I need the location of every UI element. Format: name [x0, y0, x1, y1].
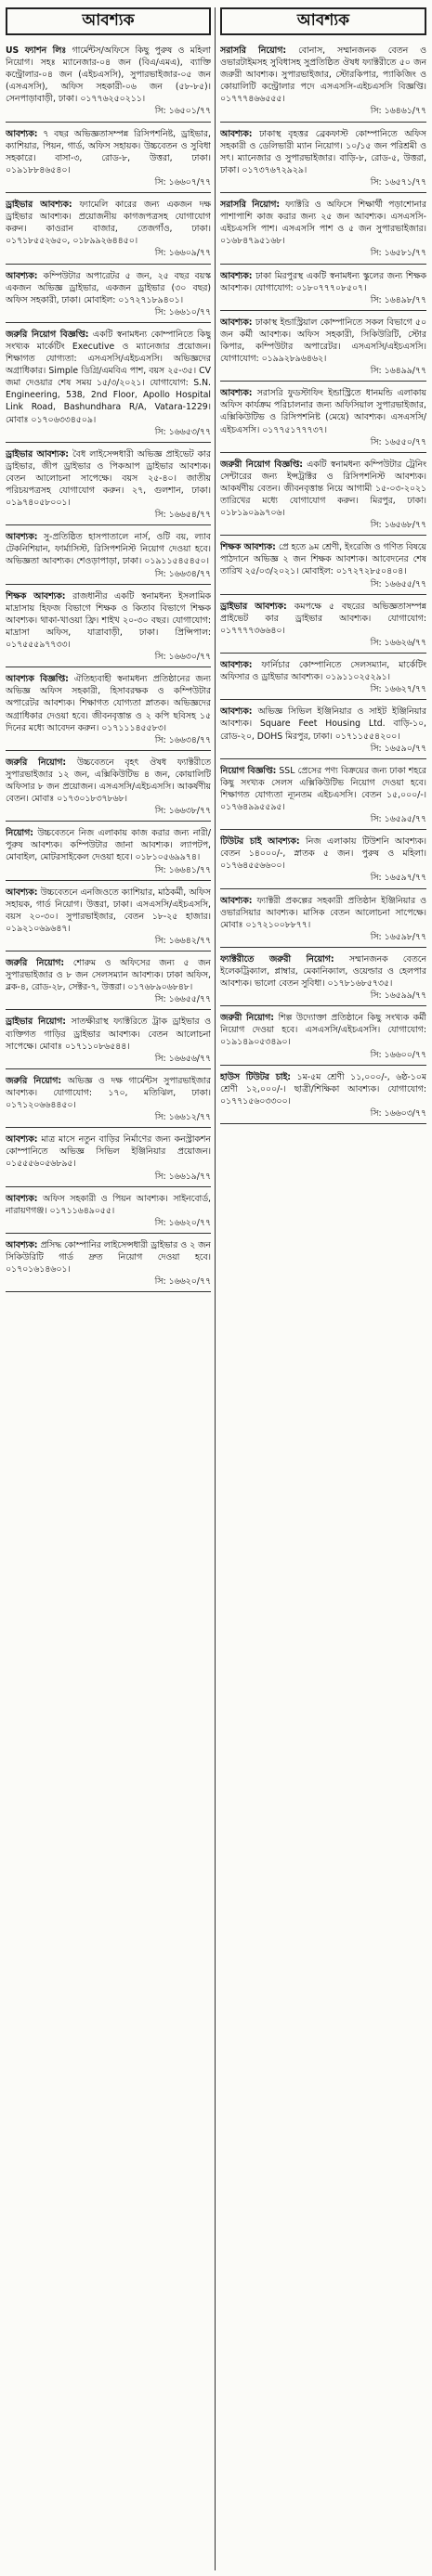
ad-reference: সি: ১৬৬২০/৭৭ — [154, 1276, 211, 1288]
ad-reference: সি: ১৬৬৫৬/৭৭ — [154, 1053, 211, 1064]
ad-separator — [220, 452, 426, 453]
ad-heading: আবশ্যক: — [6, 1239, 38, 1250]
ad-body: ফার্নিচার কোম্পানিতে সেলসম্যান, মার্কেটিং অফিসার ও ড্রাইভার আবশ্যক। ০১৯১১০২৫২৯১। — [220, 660, 426, 683]
ad-heading: জরুরি নিয়োগ বিজ্ঞপ্তি: — [6, 329, 89, 340]
left-column — [6, 7, 211, 2570]
ad-separator — [6, 442, 211, 443]
ad-separator — [220, 264, 426, 265]
ad-separator — [220, 535, 426, 536]
classified-ad — [220, 765, 426, 825]
ad-separator — [6, 1068, 211, 1069]
classified-ad — [6, 673, 211, 746]
ad-separator — [220, 381, 426, 382]
classified-ad — [6, 887, 211, 947]
ad-heading: ফ্যাক্টরীতে জরুরী নিয়োগ: — [220, 953, 334, 964]
ad-body: ফ্যাক্টরি ও অফিসে শিক্ষার্থী পড়াশোনার পাশাপাশি কাজ করার জন্য ২৫ জন আবশ্যক। এসএসসি-এইচএসসি পাশ। এসএসসি পাশ ও ৫ জন সুপারভাইজার। ০১৬৮৪৭৯৫১৬৮। — [220, 200, 426, 247]
ad-reference: সি: ১৬৫৯৮/৭৭ — [370, 931, 426, 942]
ad-heading: আবশ্যক: — [220, 388, 253, 399]
column-divider — [215, 7, 216, 2570]
ad-body: অভিজ্ঞ সিভিল ইঞ্জিনিয়ার ও সাইট ইঞ্জিনিয়ার আবশ্যক। Square Feet Housing Ltd. বাড়ি-১০, রোড-২০, DOHS মিরপুর, ঢাকা। ০১৭১১৫৫৪২০০। — [220, 706, 426, 742]
ad-body: নিজ এলাকায় টিউশনি আবশ্যক। বেতন ১৪০০০/-, স্নাতক ৫ জন। পুরুষ ও মহিলা। ০১৭৬৪৫৫৬৬০০। — [220, 836, 426, 872]
ad-body: প্রসিদ্ধ কোম্পানির লাইসেন্সধারী ড্রাইভার ও ২ জন সিকিউরিটি গার্ড দ্রুত নিয়োগ দেওয়া হবে। ০১৭০১৬১৪৬০১। — [6, 1239, 211, 1275]
ad-body: ঢাকাস্থ ইন্ডাস্ট্রিয়াল কোম্পানিতে সকল বিভাগে ৫০ জন কর্মী আবশ্যক। অফিস সহকারী, সিকিউরিটি, স্টোর কিপার, কম্পিউটার অপারেটর। এসএসসি/এইচএসসি। যোগাযোগ: ০১৯৯২৮৯৬৪৬২। — [220, 317, 426, 365]
ad-reference: সি: ১৬৪৬১/৭৭ — [370, 106, 426, 117]
ad-reference: সি: ১৬৬০৭/৭৭ — [154, 176, 211, 188]
classified-ad — [220, 317, 426, 377]
ad-reference: সি: ১৬৫৬৮/৭৭ — [370, 520, 426, 531]
ad-body: ঢাকাস্থ বৃহত্তর ব্রেকফাস্ট কোম্পানিতে অফিস সহকারী ও ডেলিভারী ম্যান নিয়োগ। ১০/১৫ জন পরিশ্রমী ও সৎ। ম্যানেজার ও সুপারভাইজার। বাড়ি-৮, রোড-৫, উত্তরা, ঢাকা। ০১৭৩৭৬৭২৯২৯। — [220, 128, 426, 175]
ad-reference: সি: ১৬৬৩৮/৭৭ — [154, 806, 211, 817]
ad-separator — [6, 880, 211, 881]
ad-heading: জরুরী নিয়োগ বিজ্ঞপ্তি: — [220, 459, 304, 470]
classified-ad — [6, 270, 211, 318]
ad-body: সম্মানজনক বেতনে ইলেকট্রিক্যাল, প্লাম্বার, মেকানিক্যাল, ওয়েল্ডার ও হেলপার আবশ্যক। ভালো বেতন সুবিধা। ০১৭৮১৬৮৫৭৩৫। — [220, 953, 426, 990]
classified-ad — [6, 1075, 211, 1123]
classified-ad — [6, 1193, 211, 1229]
classified-ad — [6, 448, 211, 522]
ad-reference: সি: ১৬৪৯৯/৭৭ — [370, 366, 426, 377]
right-column — [220, 7, 426, 2570]
ad-separator — [220, 1005, 426, 1006]
ad-separator — [6, 821, 211, 822]
ad-reference: সি: ১৬৬২৬/৭৭ — [370, 637, 426, 648]
classified-ad — [220, 270, 426, 306]
ad-heading: আবশ্যক: — [6, 887, 38, 898]
ad-body: ৭ বছর অভিজ্ঞতাসম্পন্ন রিসিপশনিষ্ট, ড্রাইভার, ক্যাশিয়ার, পিয়ন, গার্ড, অফিস সহায়ক। উচ্চবেতন ও সুবিধা সহকারে। বাসা-৩, রোড-৮, উত্তরা, ঢাকা। ০১৯১৮৮৪৬৫৪০। — [6, 128, 211, 175]
right-ads-list — [220, 45, 426, 1124]
ad-separator — [6, 1291, 211, 1292]
ad-reference: সি: ১৬৫৫০/৭৭ — [370, 436, 426, 447]
ad-reference: সি: ১৬৬১০/৭৭ — [154, 306, 211, 317]
ad-reference: সি: ১৬৫৯৭/৭৭ — [370, 873, 426, 884]
ad-body: বৈধ লাইসেন্সধারী অভিজ্ঞ প্রাইভেট কার ড্রাইভার, জীপ ড্রাইভার ও পিকআপ ড্রাইভার আবশ্যক। বেতন আলোচনা সাপেক্ষে। বয়স ২৫-৪০। জাতীয় পরিচয়পত্রসহ যোগাযোগ করুন। ২৭, গুলশান, ঢাকা। ০১৯৭৪০৫৮০০১। — [6, 448, 211, 509]
ad-heading: আবশ্যক: — [6, 1134, 38, 1146]
ad-body: বোনাস, সম্মানজনক বেতন ও ওভারটাইমসহ সুবিধাসহ সুপ্রতিষ্ঠিত ঔষধ ফ্যাক্টরীতে ৫০ জন জরুরী আবশ্যক। সুপারভাইজার, স্টোরকিপার, প্যাকিজিং ও কোয়ালিটি কন্ট্রোলার পদে এসএসসি-এইচএসসি বিজ্ঞপ্তি। ০১৭৭৭৪৬৬৫৫৫। — [220, 45, 426, 105]
left-section-header: আবশ্যক — [6, 7, 211, 35]
ad-body: রাজধানীর একটি স্বনামধন্য ইসলামিক মাদ্রাসায় হিফজ বিভাগে শিক্ষক ও কিতাব বিভাগে শিক্ষক আবশ্যক। থাকা-খাওয়া ফ্রি। শাইখ ২০-৩০ বছর। যোগাযোগ: মাদ্রাসা অফিস, যাত্রাবাড়ী, ঢাকা। প্রিন্সিপাল: ০১৭৫৫৫৯৭৭৩৩। — [6, 590, 211, 651]
ad-heading: আবশ্যক: — [220, 128, 253, 139]
ad-separator — [220, 829, 426, 830]
ad-heading: শিক্ষক আবশ্যক: — [6, 590, 66, 602]
ad-separator — [6, 1127, 211, 1128]
ad-body: সরাসরি ফুডস্টাফিং ইন্ডাস্ট্রিতে ধানমন্ডি এলাকায় অফিস কার্যক্রম পরিচালনার জন্য অফিসিয়াল সুপারভাইজার, এক্সিকিউটিভ ও রিসিপশনিষ্ট (মেয়ে) আবশ্যক। এসএসসি/এইচএসসি। ০১৭৭৫১৭৭৭৩৭। — [220, 388, 426, 435]
classified-ad — [220, 541, 426, 589]
ad-body: সাতক্ষীরাস্থ ফ্যাক্টরিতে ট্রাক ড্রাইভার ও ব্যক্তিগত গাড়ির ড্রাইভার আবশ্যক। বেতন আলোচনা সাপেক্ষে। মোবাঃ ০১৭১১০৮৬৫৪৪। — [6, 1016, 211, 1052]
ad-heading: টিউটর চাই আবশ্যক: — [220, 836, 300, 848]
classified-ad — [220, 659, 426, 695]
left-ads-list — [6, 45, 211, 1292]
ad-reference: সি: ১৬৬০৯/৭৭ — [154, 248, 211, 259]
ad-reference: সি: ১৬৬৫৪/৭৭ — [154, 510, 211, 521]
ad-heading: নিয়োগ বিজ্ঞপ্তি: — [220, 765, 277, 776]
ad-heading: জরুরি নিয়োগ: — [6, 958, 65, 969]
ad-separator — [6, 1186, 211, 1187]
classified-ad — [220, 199, 426, 259]
classified-ad — [6, 1016, 211, 1064]
ad-separator — [6, 750, 211, 751]
ad-heading: আবশ্যক: — [6, 128, 38, 139]
ad-reference: সি: ১৬৬০৩/৭৭ — [370, 1107, 426, 1119]
ad-heading: ড্রাইভার নিয়োগ: — [6, 1016, 66, 1028]
classified-ad — [220, 953, 426, 1002]
ad-separator — [6, 584, 211, 585]
ad-reference: সি: ১৬৬১২/৭৭ — [154, 1112, 211, 1123]
classified-ad — [220, 45, 426, 118]
ad-separator — [220, 192, 426, 193]
ad-heading: আবশ্যক: — [6, 532, 38, 543]
classified-ad — [6, 957, 211, 1005]
ad-body: কম্পিউটার অপারেটর ৫ জন, ২৫ বছর বয়স্ক একজন অভিজ্ঞ ড্রাইভার, একজন ড্রাইভার (৩০ বছর) অফিস সহকারী, ঢাকা। মোবাইল: ০১৭২৭১৮৯৪০১। — [6, 270, 211, 305]
ad-body: ফ্যামেলি কারের জন্য একজন দক্ষ ড্রাইভার আবশ্যক। প্রয়োজনীয় কাগজপত্রসহ যোগাযোগ করুন। কাওরান বাজার, তেজগাঁও, ঢাকা। ০১৭১৮৫৫২৬৫০, ০১৮৯৯২৬৪৪৫০। — [6, 200, 211, 247]
ad-separator — [220, 758, 426, 759]
ad-reference: সি: ১৬৫০১/৭৭ — [154, 106, 211, 117]
ad-separator — [6, 322, 211, 323]
ad-reference: সি: ১৬৫৯৫/৭৭ — [370, 814, 426, 825]
classified-ad — [6, 531, 211, 579]
ad-heading: ড্রাইভার আবশ্যক: — [220, 601, 287, 612]
ad-heading: জরুরি নিয়োগ: — [6, 757, 67, 768]
ad-separator — [6, 122, 211, 123]
ad-body: শোরুম ও অফিসের জন্য ৫ জন সুপারভাইজার ও ৮ জন সেলসম্যান আবশ্যক। ঢাকা অফিস, ব্লক-৪, রোড-২৮, সেক্টর-৭, উত্তরা। ০১৭৬৮৯০৬৮৪৮। — [6, 958, 211, 993]
classified-ad — [220, 128, 426, 188]
ad-reference: সি: ১৬৬৫৩/৭৭ — [154, 426, 211, 437]
classified-ad — [220, 459, 426, 532]
ad-separator — [6, 1009, 211, 1010]
ad-body: একটি স্বনামধন্য কোম্পানিতে কিছু সংখ্যক মার্কেটিং Executive ও ম্যানেজার প্রয়োজন। শিক্ষাগত যোগ্যতা: এসএসসি/এইচএসসি। অভিজ্ঞদের অগ্রাধিকার। Simple ডিগ্রি/এমবিএ পাশ, বয়স ২৫-৩৫। CV জমা দেওয়ার শেষ সময় ১৫/৩/২০২১। যোগাযোগ: S.N. Engineering, 538, 2nd Floor, Apollo Hospital Link Road, Bashundhara R/A, Vatara-1229। মোবাঃ ০১৭০৬৩৩৪৫০৯। — [6, 329, 211, 425]
ad-heading: আবশ্যক: — [220, 660, 253, 671]
ad-separator — [220, 310, 426, 311]
ad-separator — [6, 524, 211, 525]
ad-reference: সি: ১৬৬৩৪/৭৭ — [154, 568, 211, 579]
ad-body: মাত্র মাসে নতুন বাড়ির নির্মাণের জন্য কনস্ট্রাকশন কোম্পানিতে অভিজ্ঞ সিভিল ইঞ্জিনিয়ার প্রয়োজন। ০১৫৫৫৬০৫৬৮৯৫। — [6, 1134, 211, 1170]
ad-heading: আবশ্যক: — [6, 270, 38, 281]
ad-heading: আবশ্যক: — [220, 317, 253, 328]
classified-ad — [220, 835, 426, 884]
ad-heading: ড্রাইভার আবশ্যক: — [6, 200, 72, 211]
ad-reference: সি: ১৬৪৯৮/৭৭ — [370, 294, 426, 305]
ad-reference: সি: ১৬৫৮১/৭৭ — [370, 248, 426, 259]
ad-reference: সি: ১৬৬১৯/৭৭ — [154, 1171, 211, 1182]
classified-ad — [6, 199, 211, 259]
ad-heading: জরুরি নিয়োগ: — [6, 1075, 62, 1086]
classified-ad — [6, 1239, 211, 1288]
ad-body: একটি স্বনামধন্য কম্পিউটার ট্রেনিং সেন্টারের জন্য ইন্সট্রাক্টর ও রিসিপশনিস্ট আবশ্যক। আকর্ষণীয় বেতন। জীবনবৃত্তান্ত নিয়ে আগামী ১৫-০৩-২০২১ তারিখের মধ্যে যোগাযোগ করুন। মিরপুর, ঢাকা। ০১৮১৯০৯৯৭০৬। — [220, 459, 426, 519]
classified-ad — [6, 590, 211, 664]
ad-separator — [220, 653, 426, 654]
ad-body: অফিস সহকারী ও পিয়ন আবশ্যক। সাইনবোর্ড, নারায়ণগঞ্জ। ০১৭১১৬৪৯০৫৫। — [6, 1193, 211, 1216]
ad-reference: সি: ১৬৫৯০/৭৭ — [370, 743, 426, 754]
ad-body: গার্মেন্টস/অফিসে কিছু পুরুষ ও মহিলা নিয়োগ। সহঃ ম্যানেজার-০৪ জন (বিএ/এমএ), ব্যাক্তি কন্ট্রোলার-০৪ জন (এইচএসসি), সুপারভাইজার-০৫ জন (এসএসসি), অফিস সহকারী-০৬ জন (৫৮-৮৫)। সেনপাড়াবাড়ী, ঢাকা। ০১৭৭৬২৫০২১১। — [6, 45, 211, 105]
ad-separator — [220, 1065, 426, 1066]
ad-body: উচ্চবেতনে নিজ এলাকায় কাজ করার জন্য নারী/পুরুষ আবশ্যক। কম্পিউটার জানা আবশ্যক। ল্যাপটপ, মোবাইল, মোটরসাইকেল দেওয়া হবে। ০১৮১০৫৬৯৯৭৪। — [6, 828, 211, 863]
ad-body: শিল্প উদ্যোক্তা প্রতিষ্ঠানে কিছু সংখ্যক কর্মী নিয়োগ দেওয়া হবে। এসএসসি/এইচএসসি। যোগাযোগ: ০১৯১৪৯০৫৩৪৯০। — [220, 1013, 426, 1048]
ad-reference: সি: ১৬৬২০/৭৭ — [154, 1217, 211, 1228]
ad-separator — [220, 122, 426, 123]
ad-reference: সি: ১৬৬০০/৭৭ — [370, 1049, 426, 1060]
classified-ad — [220, 387, 426, 447]
ad-reference: সি: ১৬৬৪২/৭৭ — [154, 936, 211, 946]
ad-separator — [220, 888, 426, 889]
ad-separator — [220, 699, 426, 700]
classified-ad — [6, 1133, 211, 1182]
ad-heading: আবশ্যক: — [6, 1193, 38, 1204]
ad-separator — [220, 1123, 426, 1124]
ad-reference: সি: ১৬৬৩০/৭৭ — [154, 652, 211, 663]
ad-heading: সরাসরি নিয়োগ: — [220, 200, 281, 211]
classified-ad — [220, 895, 426, 943]
classified-ad — [6, 827, 211, 875]
ad-reference: সি: ১৬৬৪১/৭৭ — [154, 864, 211, 875]
ad-separator — [6, 1233, 211, 1234]
ad-body: ফ্যাক্টরী প্রকল্পের সহকারী প্রতিষ্ঠান ইঞ্জিনিয়ার ও ওভারসিয়ার আবশ্যক। মাসিক বেতন আলোচনা সাপেক্ষে। মোবাঃ ০১৭২১০০৮৮৭৭। — [220, 895, 426, 930]
ad-heading: আবশ্যক: — [220, 895, 253, 906]
ad-body: ১ম-৫ম শ্রেণী ১১,০০০/-, ৬ষ্ঠ-১০ম শ্রেণী ১২,০০০/-। ছাত্রী/শিক্ষিকা আবশ্যক। যোগাযোগ: ০১৭৭১৫৬০৩৩০০। — [220, 1071, 426, 1107]
classified-ad — [220, 705, 426, 754]
ad-heading: সরাসরি নিয়োগ: — [220, 45, 287, 56]
ad-heading: জরুরী নিয়োগ: — [220, 1013, 274, 1024]
classified-ad — [6, 128, 211, 188]
ad-heading: শিক্ষক আবশ্যক: — [220, 542, 276, 553]
ad-heading: আবশ্যক: — [220, 706, 253, 718]
classified-ad — [6, 757, 211, 817]
ad-body: ঢাকা মিরপুরস্থ একটি স্বনামধন্য স্কুলের জন্য শিক্ষক আবশ্যক। যোগাযোগ: ০১৮০৭৭৭০৮৫০৭। — [220, 270, 426, 293]
ad-heading: ড্রাইভার আবশ্যক: — [6, 448, 69, 460]
ad-heading: হাউস টিউটর চাই: — [220, 1071, 292, 1082]
classified-ad — [220, 601, 426, 649]
ad-reference: সি: ১৬৫৭১/৭৭ — [370, 176, 426, 188]
ad-body: অভিজ্ঞ ও দক্ষ গার্মেন্টস সুপারভাইজার আবশ্যক। যোগাযোগ: ১৭০, মতিঝিল, ঢাকা। ০১৭১২০৬৬৪৪৫০। — [6, 1075, 211, 1111]
ad-reference: সি: ১৬৬২৭/৭৭ — [370, 684, 426, 695]
ad-heading: নিয়োগ: — [6, 828, 33, 839]
ad-heading: আবশ্যক: — [220, 270, 253, 281]
ad-reference: সি: ১৬৬৩৪/৭৭ — [154, 734, 211, 745]
ad-body: SSL প্রেসের পণ্য বিক্রয়ের জন্য ঢাকা শহরে কিছু সংখ্যক সেলস এক্সিকিউটিভ নিয়োগ দেওয়া হবে। শিক্ষাগত যোগ্যতা ন্যূনতম এইচএসসি। বেতন ১৫,০০০/-। ০১৭৬৪৯৯৫৫৯৫। — [220, 765, 426, 812]
ad-body: সু-প্রতিষ্ঠিত হাসপাতালে নার্স, ওটি বয়, ল্যাব টেকনিশিয়ান, ফার্মাসিস্ট, রিসিপশনিস্ট নিয়োগ দেওয়া হবে। অভিজ্ঞতা আবশ্যক। শেওড়াপাড়া, ঢাকা। ০১৯১১৫৪৫৪৫০। — [6, 532, 211, 567]
ad-body: ঐতিহ্যবাহী স্বনামধন্য প্রতিষ্ঠানের জন্য অভিজ্ঞ অফিস সহকারী, হিসাবরক্ষক ও কম্পিউটার অপারেটর আবশ্যক। শিক্ষাগত যোগ্যতা স্নাতক। অভিজ্ঞদের অগ্রাধিকার দেওয়া হবে। জীবনবৃত্তান্ত ও ২ কপি ছবিসহ ১৫ দিনের মধ্যে আবেদন করুন। ০১৭১১১৪৫৫৮৩। — [6, 674, 211, 733]
ad-reference: সি: ১৬৫৯৯/৭৭ — [370, 990, 426, 1002]
ad-body: উচ্চবেতনে বৃহৎ ঔষধ ফ্যাক্টরীতে সুপারভাইজার ১২ জন, এক্সিকিউটিভ ৪ জন, কোয়ালিটি অফিসার ৮ জন প্রয়োজন। এসএসসি/এইচএসসি। আকর্ষণীয় বেতন। মোবাঃ ০১৭৩০১৮৩৭৮৬৮। — [6, 757, 211, 805]
classified-ad — [220, 1071, 426, 1120]
classified-ad — [220, 1012, 426, 1060]
classified-ad — [6, 329, 211, 438]
right-section-header: আবশ্যক — [220, 7, 426, 35]
ad-reference: সি: ১৬৬৫৫/৭৭ — [370, 578, 426, 589]
ad-reference: সি: ১৬৬৫৫/৭৭ — [154, 994, 211, 1005]
ad-separator — [6, 264, 211, 265]
ad-body: উচ্চবেতনে এনজিওতে ক্যাশিয়ার, মাঠকর্মী, অফিস সহায়ক, গার্ড নিয়োগ। উত্তরা, ঢাকা। এসএসসি/এইচএসসি, বয়স ২০-৩০। সুপারভাইজার, বেতন ১৮-২৫ হাজার। ০১৯২১০৬৯৬৪৭। — [6, 887, 211, 934]
ad-separator — [6, 192, 211, 193]
ad-body: প্রে হতে ৯ম শ্রেণী, ইংরেজি ও গণিত বিষয়ে পাঠদানে অভিজ্ঞ ২ জন শিক্ষক আবশ্যক। আবেদনের শেষ তারিখ ২৫/০৩/২০২১। মোবাইল: ০১৭২৭২৮৫০৪০৪। — [220, 542, 426, 577]
ad-heading: আবশ্যক বিজ্ঞপ্তি: — [6, 674, 69, 685]
ad-body: কমপক্ষে ৫ বছরের অভিজ্ঞতাসম্পন্ন প্রাইভেট কার ড্রাইভার আবশ্যক। যোগাযোগ: ০১৭৭৭৭৩৬৬৪০। — [220, 601, 426, 636]
classified-ad — [6, 45, 211, 118]
ad-separator — [220, 947, 426, 948]
ad-heading: US ফ্যাশন লিঃ — [6, 45, 67, 56]
ad-separator — [220, 594, 426, 595]
